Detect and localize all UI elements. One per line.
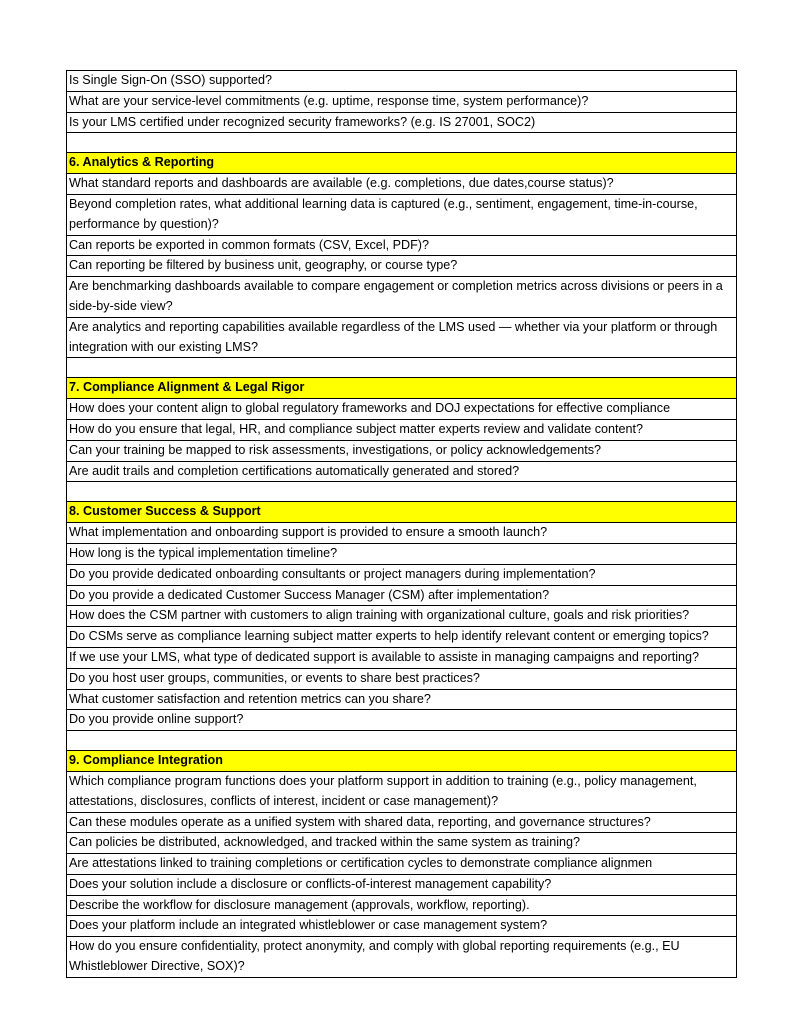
question-row: Beyond completion rates, what additional learning data is captured (e.g., sentiment, engagement, time-in-course, performance by question)? bbox=[67, 195, 736, 236]
question-row: Do you provide online support? bbox=[67, 710, 736, 731]
section-header: 9. Compliance Integration bbox=[67, 751, 736, 772]
question-row: Are audit trails and completion certifications automatically generated and stored? bbox=[67, 462, 736, 483]
question-row: Are analytics and reporting capabilities available regardless of the LMS used — whether via your platform or through integration with our existing LMS? bbox=[67, 318, 736, 359]
question-row: Do you provide dedicated onboarding consultants or project managers during implementation? bbox=[67, 565, 736, 586]
question-row: Do you provide a dedicated Customer Success Manager (CSM) after implementation? bbox=[67, 586, 736, 607]
question-row: Are attestations linked to training completions or certification cycles to demonstrate compliance alignmen bbox=[67, 854, 736, 875]
question-row: What are your service-level commitments (e.g. uptime, response time, system performance)? bbox=[67, 92, 736, 113]
blank-row bbox=[67, 358, 736, 378]
blank-row bbox=[67, 482, 736, 502]
question-row: What customer satisfaction and retention metrics can you share? bbox=[67, 690, 736, 711]
question-row: Can these modules operate as a unified system with shared data, reporting, and governance structures? bbox=[67, 813, 736, 834]
question-row: Can your training be mapped to risk assessments, investigations, or policy acknowledgements? bbox=[67, 441, 736, 462]
question-row: Describe the workflow for disclosure management (approvals, workflow, reporting). bbox=[67, 896, 736, 917]
question-row: Is Single Sign-On (SSO) supported? bbox=[67, 71, 736, 92]
blank-row bbox=[67, 133, 736, 153]
question-row: Do you host user groups, communities, or events to share best practices? bbox=[67, 669, 736, 690]
question-row: Can reports be exported in common formats (CSV, Excel, PDF)? bbox=[67, 236, 736, 257]
question-row: Can reporting be filtered by business unit, geography, or course type? bbox=[67, 256, 736, 277]
section-header: 7. Compliance Alignment & Legal Rigor bbox=[67, 378, 736, 399]
question-row: If we use your LMS, what type of dedicated support is available to assiste in managing campaigns and reporting? bbox=[67, 648, 736, 669]
question-row: Are benchmarking dashboards available to compare engagement or completion metrics across divisions or peers in a side-by-side view? bbox=[67, 277, 736, 318]
question-row: What standard reports and dashboards are available (e.g. completions, due dates,course status)? bbox=[67, 174, 736, 195]
section-header: 6. Analytics & Reporting bbox=[67, 153, 736, 174]
question-row: Which compliance program functions does your platform support in addition to training (e.g., policy management, attestations, disclosures, conflicts of interest, incident or case management)? bbox=[67, 772, 736, 813]
question-row: How does the CSM partner with customers to align training with organizational culture, goals and risk priorities? bbox=[67, 606, 736, 627]
section-header: 8. Customer Success & Support bbox=[67, 502, 736, 523]
questionnaire-table bbox=[66, 70, 737, 978]
question-row: How long is the typical implementation timeline? bbox=[67, 544, 736, 565]
question-row: How do you ensure confidentiality, protect anonymity, and comply with global reporting requirements (e.g., EU Whistleblower Directive, SOX)? bbox=[67, 937, 736, 978]
question-row: Do CSMs serve as compliance learning subject matter experts to help identify relevant content or emerging topics? bbox=[67, 627, 736, 648]
blank-row bbox=[67, 731, 736, 751]
question-row: Can policies be distributed, acknowledged, and tracked within the same system as training? bbox=[67, 833, 736, 854]
question-row: Does your platform include an integrated whistleblower or case management system? bbox=[67, 916, 736, 937]
question-row: How do you ensure that legal, HR, and compliance subject matter experts review and validate content? bbox=[67, 420, 736, 441]
question-row: What implementation and onboarding support is provided to ensure a smooth launch? bbox=[67, 523, 736, 544]
question-row: How does your content align to global regulatory frameworks and DOJ expectations for effective compliance bbox=[67, 399, 736, 420]
question-row: Is your LMS certified under recognized security frameworks? (e.g. IS 27001, SOC2) bbox=[67, 113, 736, 134]
question-row: Does your solution include a disclosure or conflicts-of-interest management capability? bbox=[67, 875, 736, 896]
